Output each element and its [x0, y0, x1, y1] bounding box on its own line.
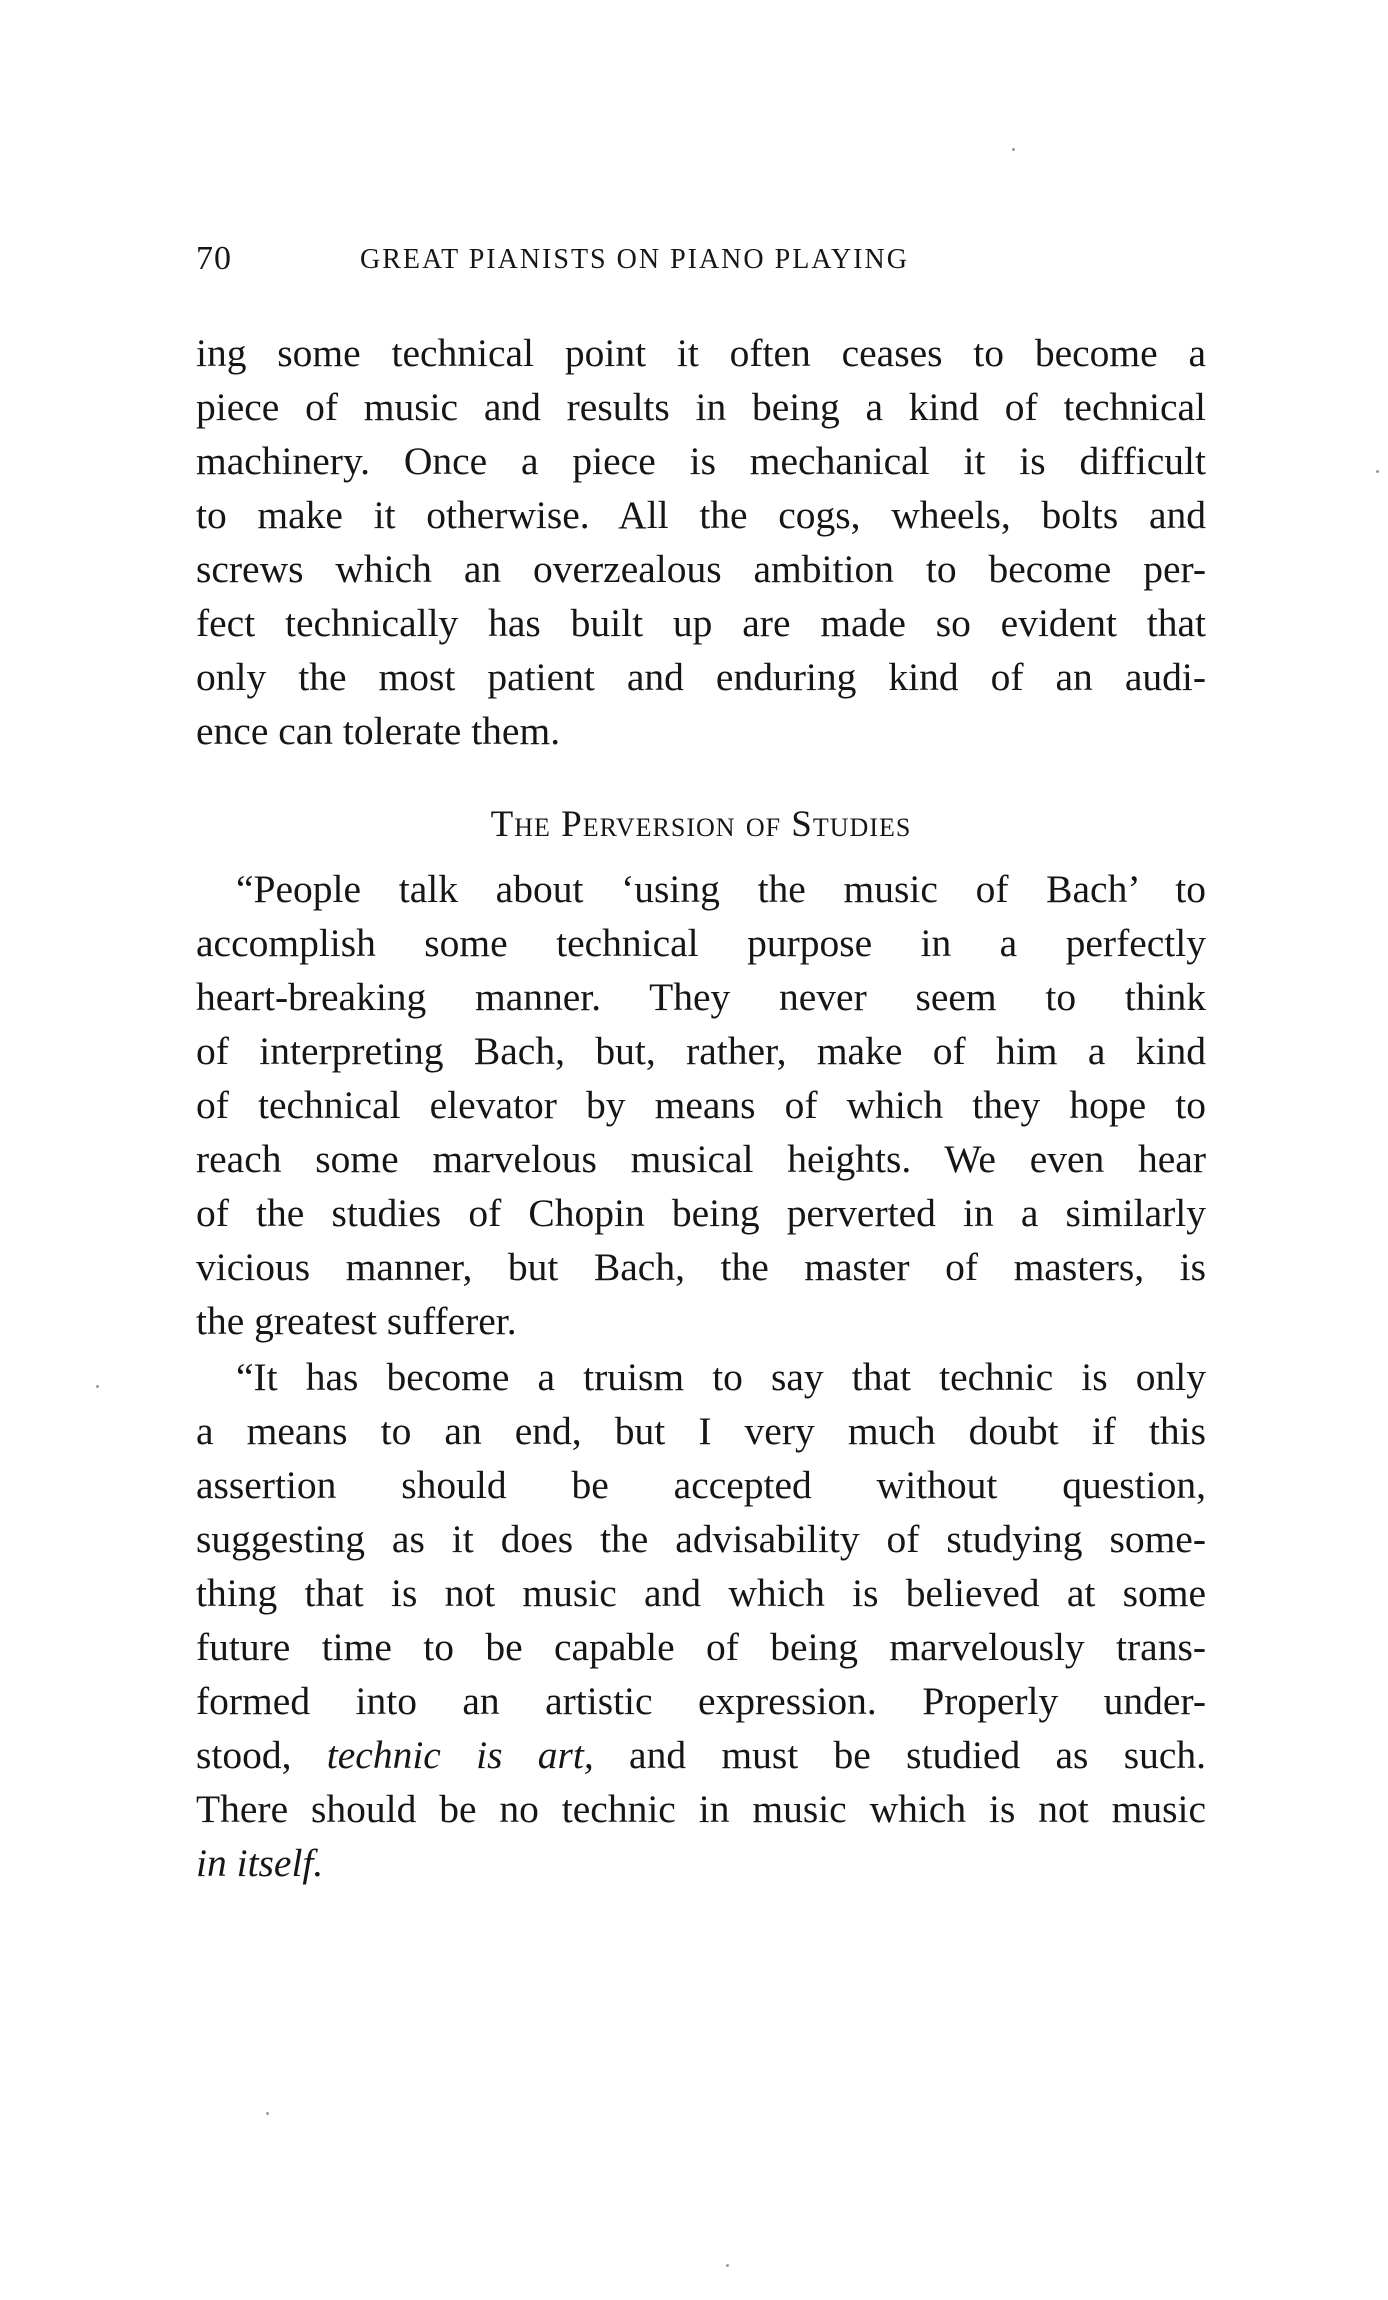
text-line: “People talk about ‘using the music of Bach’ to [236, 867, 1206, 911]
text-line: formed into an artistic expression. Properly under- [196, 1679, 1206, 1723]
italic-phrase: technic is art, [326, 1733, 594, 1777]
paragraph-1 [196, 326, 1206, 758]
text-line: suggesting as it does the advisability of studying some- [196, 1517, 1206, 1561]
text-line: future time to be capable of being marvelously trans- [196, 1625, 1206, 1669]
text-run: stood, [196, 1733, 327, 1777]
text-line: of the studies of Chopin being perverted in a similarly [196, 1191, 1206, 1235]
scan-speck [96, 1385, 99, 1388]
text-line: heart-breaking manner. They never seem to think [196, 975, 1206, 1019]
running-head-title: GREAT PIANISTS ON PIANO PLAYING [360, 244, 909, 275]
scan-speck [726, 2264, 729, 2267]
text-line: piece of music and results in being a kind of technical [196, 385, 1206, 429]
text-line: screws which an overzealous ambition to become per- [196, 547, 1206, 591]
text-run: and must be studied as such. [593, 1733, 1206, 1777]
text-line: only the most patient and enduring kind of an audi- [196, 655, 1206, 699]
section-heading: The Perversion of Studies [490, 804, 912, 845]
text-line: assertion should be accepted without question, [196, 1463, 1206, 1507]
text-line: ence can tolerate them. [196, 709, 561, 753]
paragraph-2 [196, 862, 1206, 1348]
running-head [196, 240, 1036, 280]
text-line: There should be no technic in music which is not music [196, 1787, 1206, 1831]
page-number: 70 [196, 240, 232, 277]
text-line: of technical elevator by means of which they hope to [196, 1083, 1206, 1127]
text-line: machinery. Once a piece is mechanical it is difficult [196, 439, 1206, 483]
text-line: the greatest sufferer. [196, 1299, 517, 1343]
text-line-with-italic [196, 1728, 1206, 1782]
text-line: thing that is not music and which is believed at some [196, 1571, 1206, 1615]
text-line: a means to an end, but I very much doubt if this [196, 1409, 1206, 1453]
text-line: of interpreting Bach, but, rather, make of him a kind [196, 1029, 1206, 1073]
text-line: “It has become a truism to say that technic is only [236, 1355, 1206, 1399]
paragraph-3 [196, 1350, 1206, 1890]
scan-speck [266, 2112, 269, 2115]
text-line: fect technically has built up are made so evident that [196, 601, 1206, 645]
scan-speck [1012, 148, 1015, 151]
text-line: ing some technical point it often ceases to become a [196, 331, 1206, 375]
text-line: vicious manner, but Bach, the master of masters, is [196, 1245, 1206, 1289]
text-line: to make it otherwise. All the cogs, wheels, bolts and [196, 493, 1206, 537]
italic-phrase: in itself. [196, 1841, 324, 1885]
text-line [196, 1836, 1206, 1890]
text-line: accomplish some technical purpose in a perfectly [196, 921, 1206, 965]
text-line: reach some marvelous musical heights. We even hear [196, 1137, 1206, 1181]
scan-speck [1376, 470, 1379, 473]
